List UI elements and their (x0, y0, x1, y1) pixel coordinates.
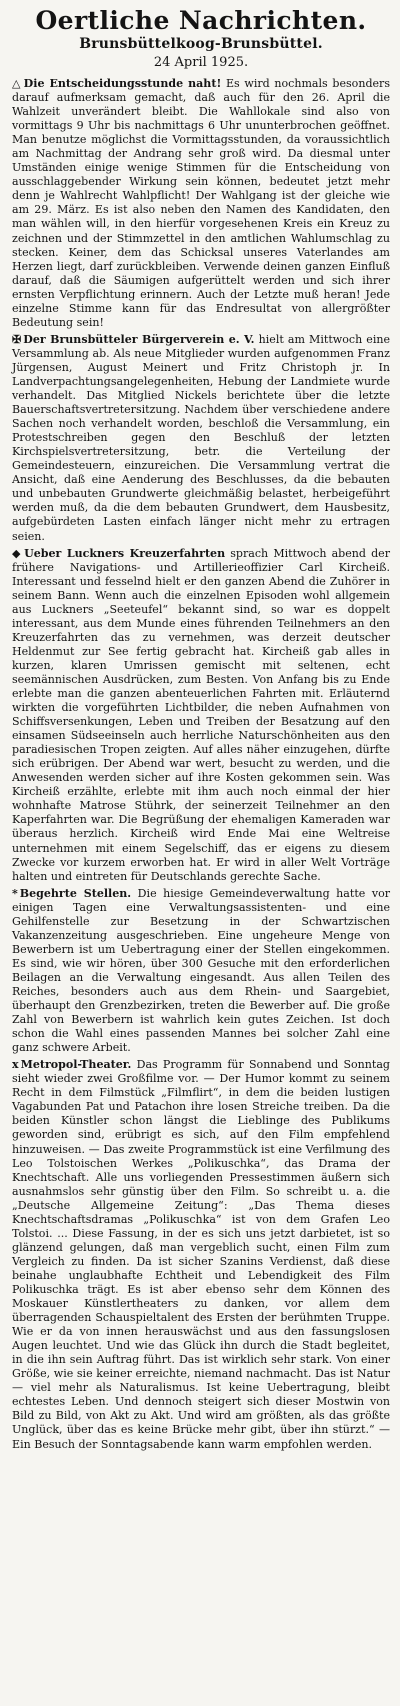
article-headline: Metropol-Theater. (20, 1058, 132, 1072)
article-metropol-theater (12, 1058, 390, 1451)
article-headline: Begehrte Stellen. (19, 886, 132, 900)
article-luckner (12, 547, 390, 884)
article-election (12, 77, 390, 330)
triangle-marker-icon: △ (12, 77, 22, 90)
article-body: sprach Mittwoch abend der frühere Navigations- und Artillerieoffizier Carl Kircheiß. Interessant und fesselnd hielt er den ganzen Abend die Zuhörer in seinem Bann. Wenn auch die einzelnen Episoden wohl allgemein aus Luckners „Seeteufel“ bekannt sind, so war es doppelt interessant, aus dem Munde eines führenden Teilnehmers an den Kreuzerfahrten das zu vernehmen, was derzeit deutscher Heldenmut zur See fertig gebracht hat. Kircheiß gab alles in kurzen, klaren Umrissen gemischt mit seltenen, echt seemännischen Ausdrücken, zum Besten. Von Anfang bis zu Ende erlebte man die ganzen abenteuerlichen Fahrten mit. Erläuternd wirkten die vorgeführten Lichtbilder, die neben Aufnahmen von Schiffsversenkungen, Leben und Treiben der Besatzung auf den einsamen Südseeinseln auch herrliche Naturschönheiten aus den paradiesischen Tropen zeigten. Auf alles näher einzugehen, dürfte sich erübrigen. Der Abend war wert, besucht zu werden, und die Anwesenden werden sicher auf ihre Kosten gekommen sein. Was Kircheiß erzählte, erlebte mit ihm auch noch einmal der hier wohnhafte Matrose Stührk, der seinerzeit Teilnehmer an den Kaperfahrten war. Die Begrüßung der ehemaligen Kameraden war überaus herzlich. Kircheiß wird Ende Mai eine Weltreise unternehmen mit einem Segelschiff, das er eigens zu diesem Zwecke vor kurzem erworben hat. Er wird in aller Welt Vorträge halten und eintreten für Deutschlands gerechte Sache. (12, 546, 390, 883)
asterisk-marker-icon: * (12, 886, 18, 900)
article-stellen (12, 887, 390, 1056)
article-body: Die hiesige Gemeindeverwaltung hatte vor einigen Tagen eine Verwaltungsassistenten- und eine Gehilfenstelle zur Besetzung in der Schwartzischen Vakanzenzeitung ausgeschrieben. Eine ungeheure Menge von Bewerbern ist um Uebertragung einer der Stellen eingekommen. Es sind, wie wir hören, über 300 Gesuche mit den erforderlichen Beilagen an die Verwaltung eingesandt. Aus allen Teilen des Reiches, besonders auch aus dem Rhein- und Saargebiet, überhaupt den Grenzbezirken, treten die Bewerber auf. Die große Zahl von Bewerbern ist wahrlich kein gutes Zeichen. Ist doch schon die Wahl eines passenden Mannes bei solcher Zahl eine ganz schwere Arbeit. (12, 886, 390, 1055)
cross-marker-icon: x (12, 1058, 19, 1072)
article-body: hielt am Mittwoch eine Versammlung ab. Als neue Mitglieder wurden aufgenommen Franz Jürgensen, August Meinert und Fritz Christoph jr. In Landverpachtungsangelegenheiten, Hebung der Landmiete wurde verhandelt. Das Mitglied Nickels berichtete über die letzte Bauerschaftsvertretersitzung. Nachdem über verschiedene andere Sachen noch verhandelt worden, beschloß die Versammlung, ein Protestschreiben gegen den Beschluß der letzten Kirchspielsvertretersitzung, betr. die Verteilung der Gemeindesteuern, einzureichen. Die Versammlung vertrat die Ansicht, daß eine Aenderung des Beschlusses, da die bebauten und unbebauten Grundwerte gleichmäßig belastet, herbeigeführt werden muß, da die dem bebauten Grundwert, dem Hausbesitz, aufgebürdeten Lasten einfach länger nicht mehr zu ertragen seien. (12, 332, 391, 543)
cross-marker-icon: ✠ (12, 332, 22, 346)
section-title: Oertliche Nachrichten. (35, 6, 367, 35)
section-subtitle: Brunsbüttelkoog-Brunsbüttel. (79, 36, 323, 52)
diamond-marker-icon: ◆ (12, 546, 23, 560)
issue-date: 24 April 1925. (153, 55, 249, 70)
article-headline: Der Brunsbütteler Bürgerverein e. V. (23, 332, 255, 346)
article-body: Es wird nochmals besonders darauf aufmerksam gemacht, daß auch für den 26. April die Wahlzeit unverändert bleibt. Die Wahllokale sind also von vormittags 9 Uhr bis nachmittags 6 Uhr ununterbrochen geöffnet. Man benutze möglichst die Vormittagsstunden, da voraussichtlich am Nachmittag der Andrang sehr groß wird. Da diesmal unter Umständen einige wenige Stimmen für die Entscheidung von ausschlaggebender Wirkung sein können, bedeutet jetzt mehr denn je Wahlrecht Wahlpflicht! Der Wahlgang ist der gleiche wie am 29. März. Es ist also neben den Namen des Kandidaten, den man wählen will, in den hierfür vorgesehenen Kreis ein Kreuz zu zeichnen und der Stimmzettel in den amtlichen Wahlumschlag zu stecken. Keiner, dem das Schicksal unseres Vaterlandes am Herzen liegt, darf zurückbleiben. Verwende deinen ganzen Einfluß darauf, daß die Säumigen aufgerüttelt werden und sich ihrer ernsten Verpflichtung erinnern. Auch der Letzte muß heran! Jede einzelne Stimme kann für das Endresultat von allergrößter Bedeutung sein! (12, 77, 391, 329)
article-headline: Die Entscheidungsstunde naht! (23, 77, 222, 90)
article-headline: Ueber Luckners Kreuzerfahrten (24, 546, 226, 560)
article-buergerverein (12, 333, 390, 544)
article-body: Das Programm für Sonnabend und Sonntag sieht wieder zwei Großfilme vor. — Der Humor kommt zu seinem Recht in dem Filmstück „Filmflirt“, in dem die beiden lustigen Vagabunden Pat und Patachon ihre losen Streiche treiben. Da die beiden Künstler schon längst die Lieblinge des Publikums geworden sind, erübrigt es sich, auf den Film empfehlend hinzuweisen. — Das zweite Programmstück ist eine Verfilmung des Leo Tolstoischen Werkes „Polikuschka“, das Drama der Knechtschaft. Alle uns vorliegenden Pressestimmen äußern sich ausnahmslos sehr günstig über den Film. So schreibt u. a. die „Deutsche Allgemeine Zeitung“: „Das Thema dieses Knechtschaftsdramas „Polikuschka“ ist von dem Grafen Leo Tolstoi. ... Diese Fassung, in der es sich uns jetzt darbietet, ist so glänzend gelungen, daß man vergeblich sucht, einen Film zum Vergleich zu finden. Da ist sicher Szanins Verdienst, daß diese beinahe unglaubhafte Echtheit und Lebendigkeit des Film Polikuschka trägt. Es ist aber ebenso sehr dem Können des Moskauer Künstlertheaters zu danken, vor allem dem überragenden Schauspieltalent des Ersten der berühmten Truppe. Wie er da von innen herauswächst und aus den fassungslosen Augen leuchtet. Und wie das Glück ihn durch die Stadt begleitet, in die ihn sein Auftrag führt. Das ist wirklich sehr stark. Von einer Größe, wie sie keiner erreichte, niemand nachmacht. Das ist Natur — viel mehr als Naturalismus. Ist keine Uebertragung, bleibt echtestes Leben. Und dennoch steigert sich dieser Mostwin von Bild zu Bild, von Akt zu Akt. Und wird am größten, als das größte Unglück, über das es keine Brücke mehr gibt, über ihn stürzt.“ — Ein Besuch der Sonntagsabende kann warm empfohlen werden. (12, 1058, 390, 1451)
